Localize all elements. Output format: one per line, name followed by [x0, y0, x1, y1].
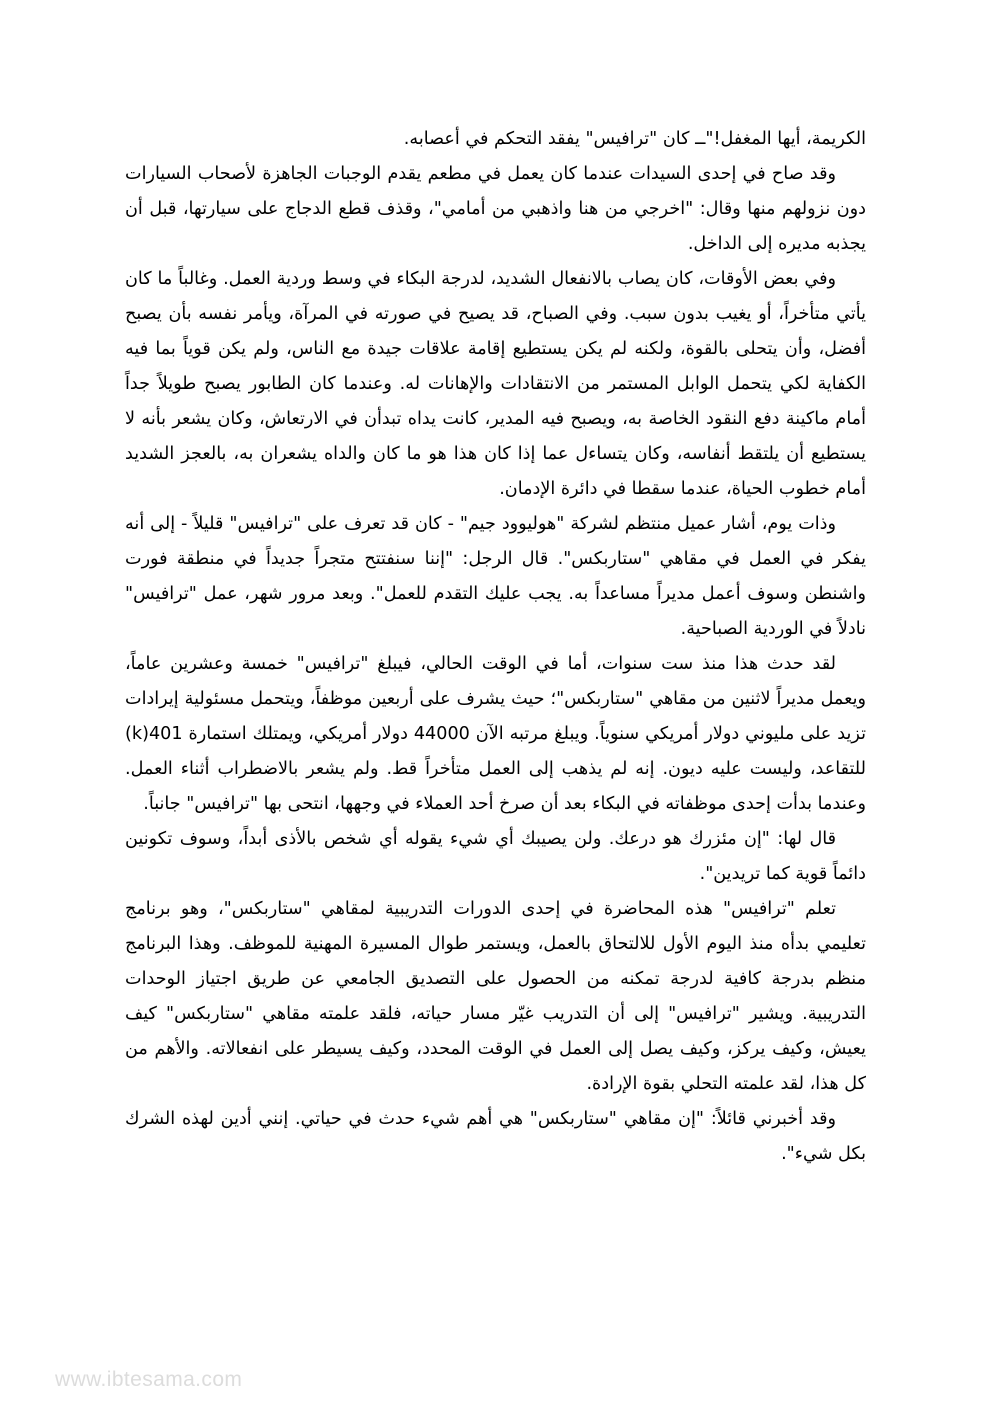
- paragraph: لقد حدث هذا منذ ست سنوات، أما في الوقت الحالي، فيبلغ "ترافيس" خمسة وعشرين عاماً، ويعمل مديراً لاثنين من مقاهي "ستاربكس"؛ حيث يشرف على أربعين موظفاً، ويتحمل مسئولية إيرادات تزيد على مليوني دولار أمريكي سنوياً. ويبلغ مرتبه الآن 44000 دولار أمريكي، ويمتلك استمارة 401(k) للتقاعد، وليست عليه ديون. إنه لم يذهب إلى العمل متأخراً قط. ولم يشعر بالاضطراب أثناء العمل. وعندما بدأت إحدى موظفاته في البكاء بعد أن صرخ أحد العملاء في وجهها، انتحى بها "ترافيس" جانباً.: [125, 654, 866, 814]
- site-watermark: www.ibtesama.com: [55, 1368, 243, 1391]
- body-text-column: [125, 122, 866, 1172]
- paragraph: وقد صاح في إحدى السيدات عندما كان يعمل في مطعم يقدم الوجبات الجاهزة لأصحاب السيارات دون نزولهم منها وقال: "اخرجي من هنا واذهبي من أمامي"، وقذف قطع الدجاج على سيارتها، قبل أن يجذبه مديره إلى الداخل.: [125, 164, 866, 254]
- paragraph: وقد أخبرني قائلاً: "إن مقاهي "ستاربكس" هي أهم شيء حدث في حياتي. إنني أدين لهذه الشرك بكل شيء".: [125, 1109, 866, 1164]
- paragraph: تعلم "ترافيس" هذه المحاضرة في إحدى الدورات التدريبية لمقاهي "ستاربكس"، وهو برنامج تعليمي بدأه منذ اليوم الأول للالتحاق بالعمل، ويستمر طوال المسيرة المهنية للموظف. وهذا البرنامج منظم بدرجة كافية لدرجة تمكنه من الحصول على التصديق الجامعي عن طريق اجتياز الوحدات التدريبية. ويشير "ترافيس" إلى أن التدريب غيّر مسار حياته، فلقد علمته مقاهي "ستاربكس" كيف يعيش، وكيف يركز، وكيف يصل إلى العمل في الوقت المحدد، وكيف يسيطر على انفعالاته. والأهم من كل هذا، لقد علمته التحلي بقوة الإرادة.: [125, 899, 866, 1094]
- paragraph: وفي بعض الأوقات، كان يصاب بالانفعال الشديد، لدرجة البكاء في وسط وردية العمل. وغالباً ما كان يأتي متأخراً، أو يغيب بدون سبب. وفي الصباح، قد يصيح في صورته في المرآة، ويأمر نفسه بأن يصبح أفضل، وأن يتحلى بالقوة، ولكنه لم يكن يستطيع إقامة علاقات جيدة مع الناس، ولم يكن قوياً بما فيه الكفاية لكي يتحمل الوابل المستمر من الانتقادات والإهانات له. وعندما كان الطابور يصبح طويلاً جداً أمام ماكينة دفع النقود الخاصة به، ويصبح فيه المدير، كانت يداه تبدأن في الارتعاش، وكان يشعر بأنه لا يستطيع أن يلتقط أنفاسه، وكان يتساءل عما إذا كان هذا هو ما كان والداه يشعران به، بالعجز الشديد أمام خطوب الحياة، عندما سقطا في دائرة الإدمان.: [125, 269, 866, 499]
- paragraph: وذات يوم، أشار عميل منتظم لشركة "هوليوود جيم" - كان قد تعرف على "ترافيس" قليلاً - إلى أنه يفكر في العمل في مقاهي "ستاربكس". قال الرجل: "إننا سنفتتح متجراً جديداً في منطقة فورت واشنطن وسوف أعمل مديراً مساعداً به. يجب عليك التقدم للعمل". وبعد مرور شهر، عمل "ترافيس" نادلاً في الوردية الصباحية.: [125, 514, 866, 639]
- paragraph: قال لها: "إن مئزرك هو درعك. ولن يصيبك أي شيء يقوله أي شخص بالأذى أبداً، وسوف تكونين دائماً قوية كما تريدين".: [125, 829, 866, 884]
- paragraph: الكريمة، أيها المغفل!"ــ كان "ترافيس" يفقد التحكم في أعصابه.: [403, 129, 866, 149]
